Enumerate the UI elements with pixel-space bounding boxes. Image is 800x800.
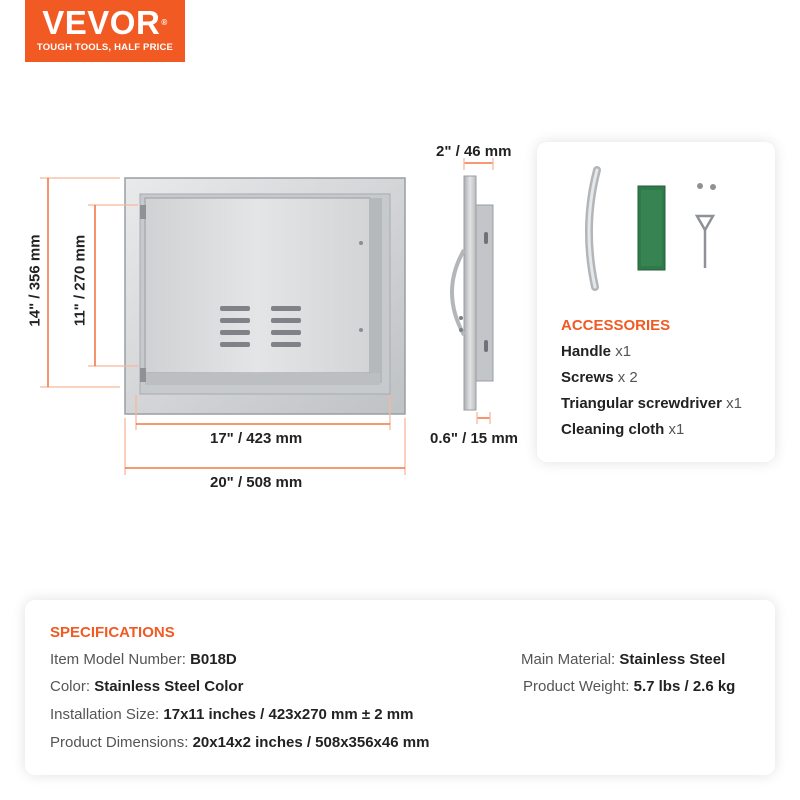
spec-item-model: Item Model Number: B018D xyxy=(50,651,237,668)
brand-name: VEVOR® xyxy=(42,4,168,41)
outer-width-label: 20" / 508 mm xyxy=(210,474,303,491)
accessories-title: ACCESSORIES xyxy=(561,317,671,334)
accessory-item: Screws x 2 xyxy=(561,369,638,386)
spec-product-weight: Product Weight: 5.7 lbs / 2.6 kg xyxy=(523,678,736,695)
specifications-card xyxy=(25,600,775,775)
accessories-images xyxy=(537,142,775,307)
inner-width-label: 17" / 423 mm xyxy=(210,430,303,447)
accessories-card xyxy=(537,142,775,462)
outer-height-label: 14" / 356 mm xyxy=(26,234,44,327)
depth-label: 2" / 46 mm xyxy=(436,143,512,160)
spec-color: Color: Stainless Steel Color xyxy=(50,678,244,695)
handle-image xyxy=(589,170,597,287)
cleaning-cloth-image xyxy=(638,186,665,270)
inner-height-label: 11" / 270 mm xyxy=(71,234,89,327)
specifications-title: SPECIFICATIONS xyxy=(50,624,175,641)
brand-tagline: TOUGH TOOLS, HALF PRICE xyxy=(36,42,174,53)
door-side-view xyxy=(452,176,493,410)
accessory-item: Triangular screwdriver x1 xyxy=(561,395,742,412)
accessory-item: Cleaning cloth x1 xyxy=(561,421,685,438)
screws-image xyxy=(697,183,716,190)
door-front-view xyxy=(125,178,405,414)
accessory-item: Handle x1 xyxy=(561,343,632,360)
screwdriver-image xyxy=(697,216,713,268)
spec-installation-size: Installation Size: 17x11 inches / 423x270 mm ± 2 mm xyxy=(50,706,414,723)
frame-thickness-label: 0.6" / 15 mm xyxy=(430,430,518,447)
spec-product-dimensions: Product Dimensions: 20x14x2 inches / 508x356x46 mm xyxy=(50,734,430,751)
spec-main-material: Main Material: Stainless Steel xyxy=(521,651,726,668)
